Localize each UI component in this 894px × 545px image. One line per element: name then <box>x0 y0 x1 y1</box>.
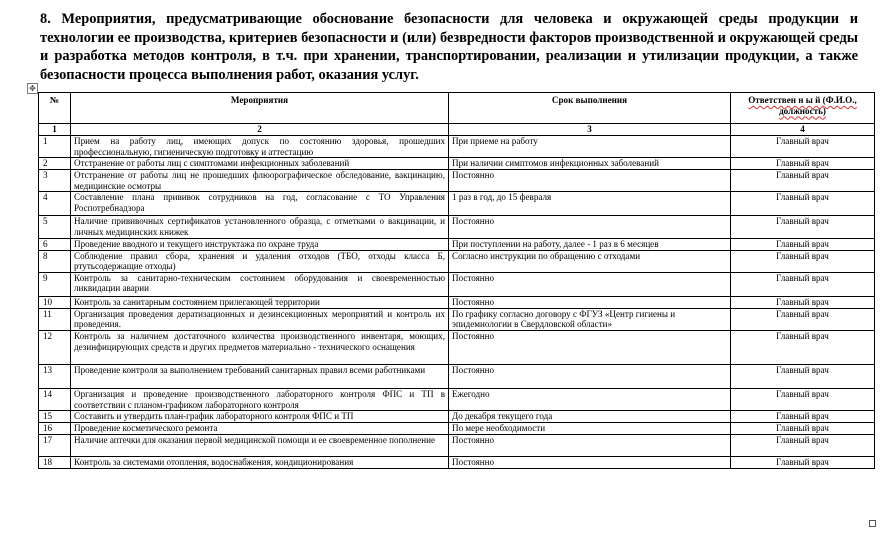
row-term: Ежегодно <box>449 388 731 410</box>
row-measure: Составление плана прививок сотрудников на год, согласование с ТО Управления Роспотребнадзора <box>71 192 449 216</box>
row-number: 12 <box>39 330 71 364</box>
table-row <box>39 423 875 435</box>
row-term: При поступлении на работу, далее - 1 раз в 6 месяцев <box>449 238 731 250</box>
index-cell: 4 <box>731 124 875 136</box>
row-number: 6 <box>39 238 71 250</box>
table-row <box>39 170 875 192</box>
row-responsible: Главный врач <box>731 170 875 192</box>
row-number: 9 <box>39 272 71 296</box>
row-term: По графику согласно договору с ФГУЗ «Центр гигиены и эпидемиологии в Свердловской области» <box>449 308 731 330</box>
row-number: 11 <box>39 308 71 330</box>
row-measure: Контроль за санитарно-техническим состоянием оборудования и своевременностью ликвидации аварии <box>71 272 449 296</box>
resize-handle[interactable] <box>869 520 876 527</box>
table-row <box>39 250 875 272</box>
row-measure: Проведение вводного и текущего инструктажа по охране труда <box>71 238 449 250</box>
row-responsible: Главный врач <box>731 435 875 457</box>
row-term: Согласно инструкции по обращению с отходами <box>449 250 731 272</box>
row-measure: Отстранение от работы лиц с симптомами инфекционных заболеваний <box>71 158 449 170</box>
row-measure: Наличие аптечки для оказания первой медицинской помощи и ее своевременное пополнение <box>71 435 449 457</box>
row-term: 1 раз в год, до 15 февраля <box>449 192 731 216</box>
row-measure: Отстранение от работы лиц не прошедших флюорографическое обследование, вакцинацию, медицинские осмотры <box>71 170 449 192</box>
row-responsible: Главный врач <box>731 388 875 410</box>
row-term: Постоянно <box>449 170 731 192</box>
header-term: Срок выполнения <box>449 93 731 124</box>
move-handle-icon[interactable]: ✥ <box>27 83 38 94</box>
header-measure: Мероприятия <box>71 93 449 124</box>
row-term: Постоянно <box>449 457 731 469</box>
table-row <box>39 435 875 457</box>
row-number: 13 <box>39 364 71 388</box>
row-responsible: Главный врач <box>731 238 875 250</box>
row-term: По мере необходимости <box>449 423 731 435</box>
row-responsible: Главный врач <box>731 411 875 423</box>
row-responsible: Главный врач <box>731 423 875 435</box>
row-responsible: Главный врач <box>731 308 875 330</box>
row-measure: Организация проведения дератизационных и дезинсекционных мероприятий и контроль их проведения. <box>71 308 449 330</box>
row-responsible: Главный врач <box>731 250 875 272</box>
row-measure: Соблюдение правил сбора, хранения и удаления отходов (ТБО, отходы класса Б, ртутьсодержащие отходы) <box>71 250 449 272</box>
table-row <box>39 330 875 364</box>
row-term: Постоянно <box>449 435 731 457</box>
row-term: До декабря текущего года <box>449 411 731 423</box>
row-number: 1 <box>39 136 71 158</box>
table-index-row <box>39 124 875 136</box>
table-row <box>39 308 875 330</box>
row-measure: Проведение косметического ремонта <box>71 423 449 435</box>
row-measure: Организация и проведение производственного лабораторного контроля ФПС и ТП в соответствии с планом-графиком лабораторного контроля <box>71 388 449 410</box>
header-num: № <box>39 93 71 124</box>
table-row <box>39 411 875 423</box>
row-number: 4 <box>39 192 71 216</box>
row-responsible: Главный врач <box>731 457 875 469</box>
table-row <box>39 136 875 158</box>
row-measure: Прием на работу лиц, имеющих допуск по состоянию здоровья, прошедших профессиональную, гигиеническую подготовку и аттестацию <box>71 136 449 158</box>
table-row <box>39 238 875 250</box>
row-responsible: Главный врач <box>731 216 875 238</box>
measures-table <box>38 92 875 469</box>
table-row <box>39 388 875 410</box>
header-resp-text: Ответствен н ы й (Ф.И.О., должность) <box>748 95 857 116</box>
table-row <box>39 364 875 388</box>
row-measure: Проведение контроля за выполнением требований санитарных правил всеми работниками <box>71 364 449 388</box>
row-term: При наличии симптомов инфекционных заболеваний <box>449 158 731 170</box>
table-header-row <box>39 93 875 124</box>
index-cell: 1 <box>39 124 71 136</box>
row-responsible: Главный врач <box>731 272 875 296</box>
row-responsible: Главный врач <box>731 136 875 158</box>
row-term: Постоянно <box>449 296 731 308</box>
row-term: Постоянно <box>449 216 731 238</box>
row-number: 8 <box>39 250 71 272</box>
row-measure: Наличие прививочных сертификатов установленного образца, с отметками о вакцинации, и личных медицинских книжек <box>71 216 449 238</box>
row-responsible: Главный врач <box>731 158 875 170</box>
row-term: Постоянно <box>449 272 731 296</box>
table-row <box>39 296 875 308</box>
row-measure: Составить и утвердить план-график лабораторного контроля ФПС и ТП <box>71 411 449 423</box>
table-row <box>39 158 875 170</box>
row-responsible: Главный врач <box>731 330 875 364</box>
row-number: 5 <box>39 216 71 238</box>
row-responsible: Главный врач <box>731 364 875 388</box>
row-responsible: Главный врач <box>731 192 875 216</box>
row-number: 10 <box>39 296 71 308</box>
row-number: 14 <box>39 388 71 410</box>
row-term: Постоянно <box>449 364 731 388</box>
row-measure: Контроль за системами отопления, водоснабжения, кондиционирования <box>71 457 449 469</box>
row-number: 3 <box>39 170 71 192</box>
table-row <box>39 272 875 296</box>
table-row <box>39 192 875 216</box>
row-measure: Контроль за санитарным состоянием прилегающей территории <box>71 296 449 308</box>
row-number: 2 <box>39 158 71 170</box>
index-cell: 3 <box>449 124 731 136</box>
row-number: 15 <box>39 411 71 423</box>
table-row <box>39 216 875 238</box>
row-number: 16 <box>39 423 71 435</box>
row-responsible: Главный врач <box>731 296 875 308</box>
row-term: Постоянно <box>449 330 731 364</box>
section-heading: 8. Мероприятия, предусматривающие обоснование безопасности для человека и окружающей среды продукции и технологии ее производства, критериев безопасности и (или) безвредности факторов производственной и окружающей среды и разработка методов контроля, в т.ч. при хранении, транспортировании, реализации и утилизации продукции, а также безопасности процесса выполнения работ, оказания услуг. <box>40 11 858 83</box>
index-cell: 2 <box>71 124 449 136</box>
header-responsible <box>731 93 875 124</box>
row-term: При приеме на работу <box>449 136 731 158</box>
row-measure: Контроль за наличием достаточного количества производственного инвентаря, моющих, дезинфицирующих средств и других предметов материально - технического оснащения <box>71 330 449 364</box>
table-row <box>39 457 875 469</box>
row-number: 18 <box>39 457 71 469</box>
row-number: 17 <box>39 435 71 457</box>
